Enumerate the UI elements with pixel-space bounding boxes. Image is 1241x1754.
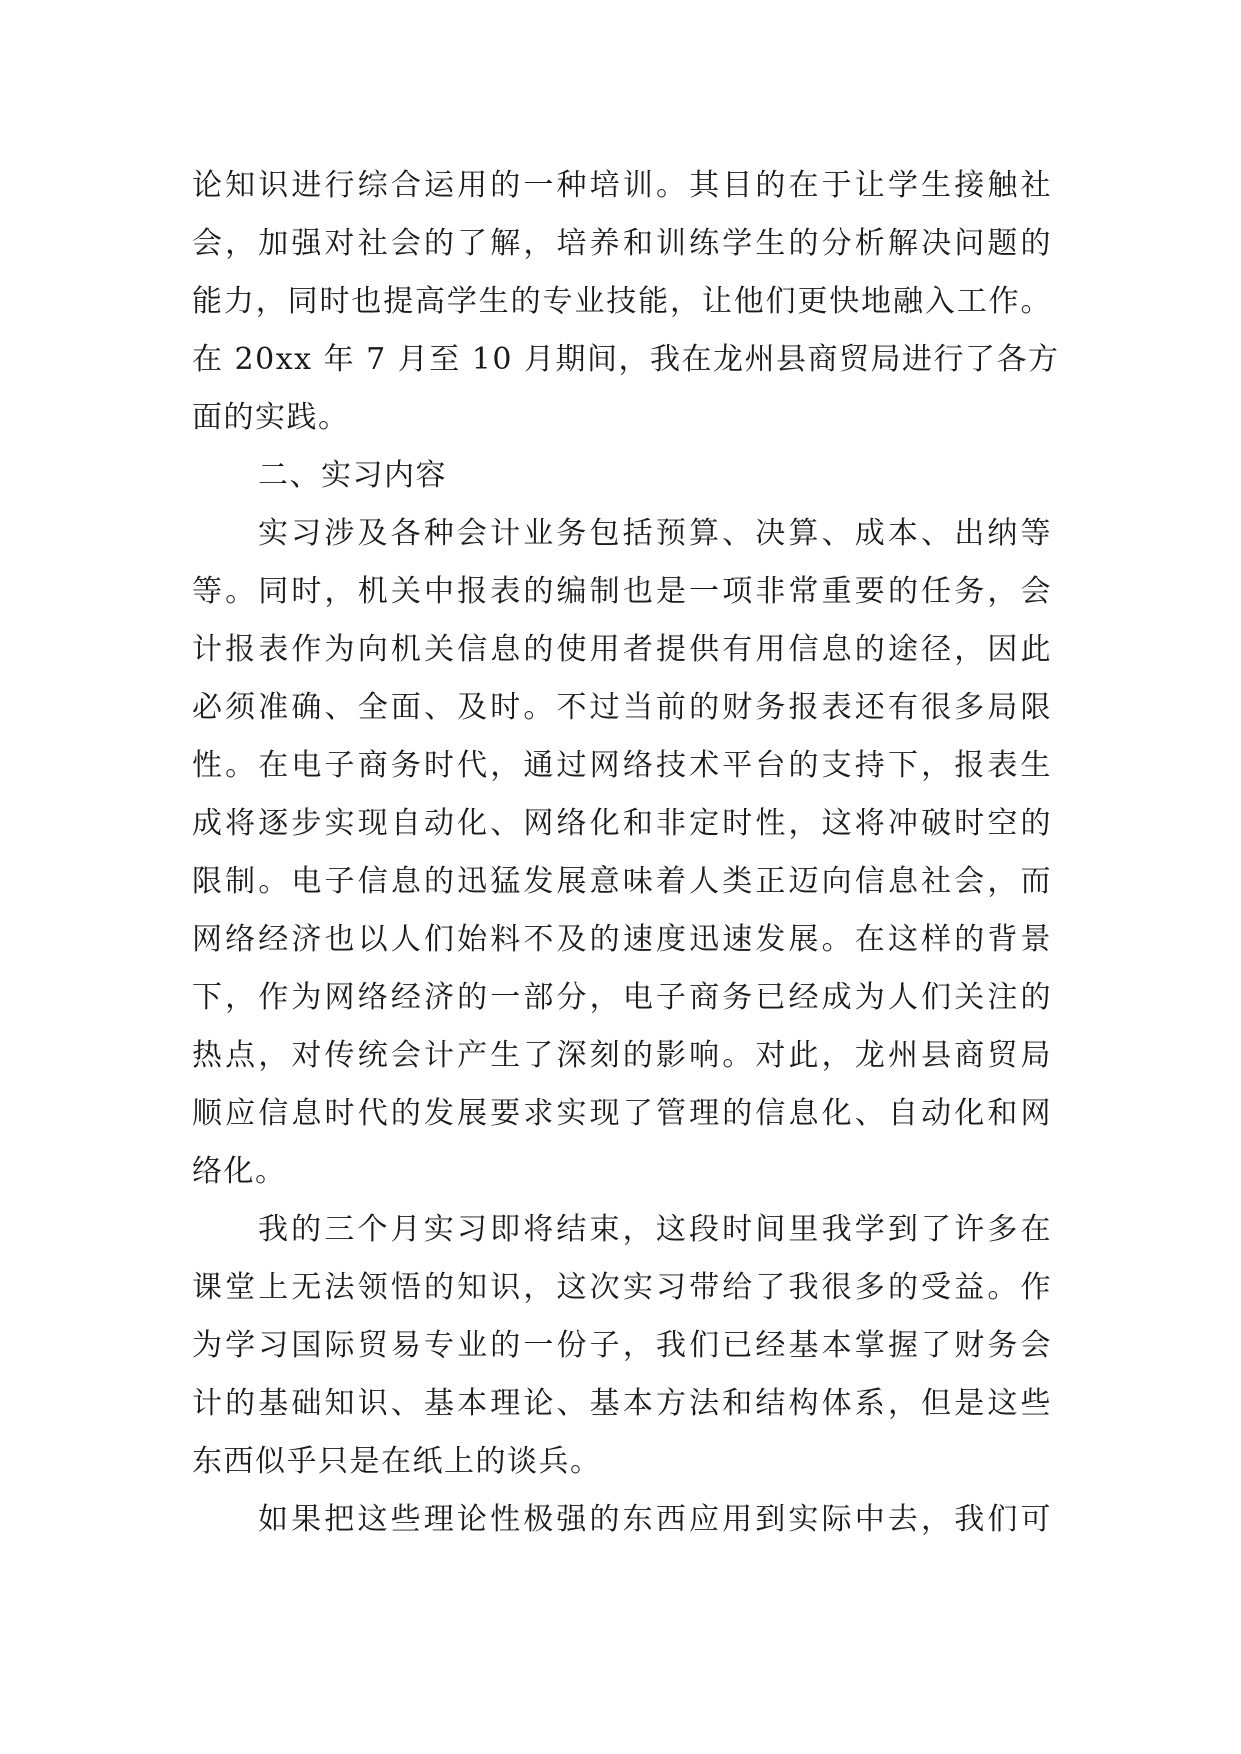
text-line: 成将逐步实现自动化、网络化和非定时性，这将冲破时空的 [192,806,1052,841]
text-line: 性。在电子商务时代，通过网络技术平台的支持下，报表生 [192,748,1052,783]
paragraph-first-line: 如果把这些理论性极强的东西应用到实际中去，我们可 [258,1502,1052,1537]
text-line: 计报表作为向机关信息的使用者提供有用信息的途径，因此 [192,632,1052,667]
text-line: 络化。 [192,1154,287,1189]
text-line: 为学习国际贸易专业的一份子，我们已经基本掌握了财务会 [192,1328,1052,1363]
text-line: 等。同时，机关中报表的编制也是一项非常重要的任务，会 [192,574,1052,609]
text-line: 限制。电子信息的迅猛发展意味着人类正迈向信息社会，而 [192,864,1052,899]
text-line: 会，加强对社会的了解，培养和训练学生的分析解决问题的 [192,226,1052,261]
paragraph-first-line: 我的三个月实习即将结束，这段时间里我学到了许多在 [258,1212,1052,1247]
text-line: 必须准确、全面、及时。不过当前的财务报表还有很多局限 [192,690,1052,725]
text-line: 论知识进行综合运用的一种培训。其目的在于让学生接触社 [192,168,1052,203]
text-line: 顺应信息时代的发展要求实现了管理的信息化、自动化和网 [192,1096,1052,1131]
text-line: 热点，对传统会计产生了深刻的影响。对此，龙州县商贸局 [192,1038,1052,1073]
document-body [192,157,1060,1549]
text-line: 在 20xx 年 7 月至 10 月期间，我在龙州县商贸局进行了各方 [192,342,1060,377]
text-line: 东西似乎只是在纸上的谈兵。 [192,1444,602,1479]
text-line: 面的实践。 [192,400,350,435]
text-line: 计的基础知识、基本理论、基本方法和结构体系，但是这些 [192,1386,1052,1421]
text-line: 能力，同时也提高学生的专业技能，让他们更快地融入工作。 [192,284,1052,319]
section-heading: 二、实习内容 [258,458,447,493]
paragraph-first-line: 实习涉及各种会计业务包括预算、决算、成本、出纳等 [258,516,1052,551]
text-line: 课堂上无法领悟的知识，这次实习带给了我很多的受益。作 [192,1270,1052,1305]
text-line: 网络经济也以人们始料不及的速度迅速发展。在这样的背景 [192,922,1052,957]
text-line: 下，作为网络经济的一部分，电子商务已经成为人们关注的 [192,980,1052,1015]
